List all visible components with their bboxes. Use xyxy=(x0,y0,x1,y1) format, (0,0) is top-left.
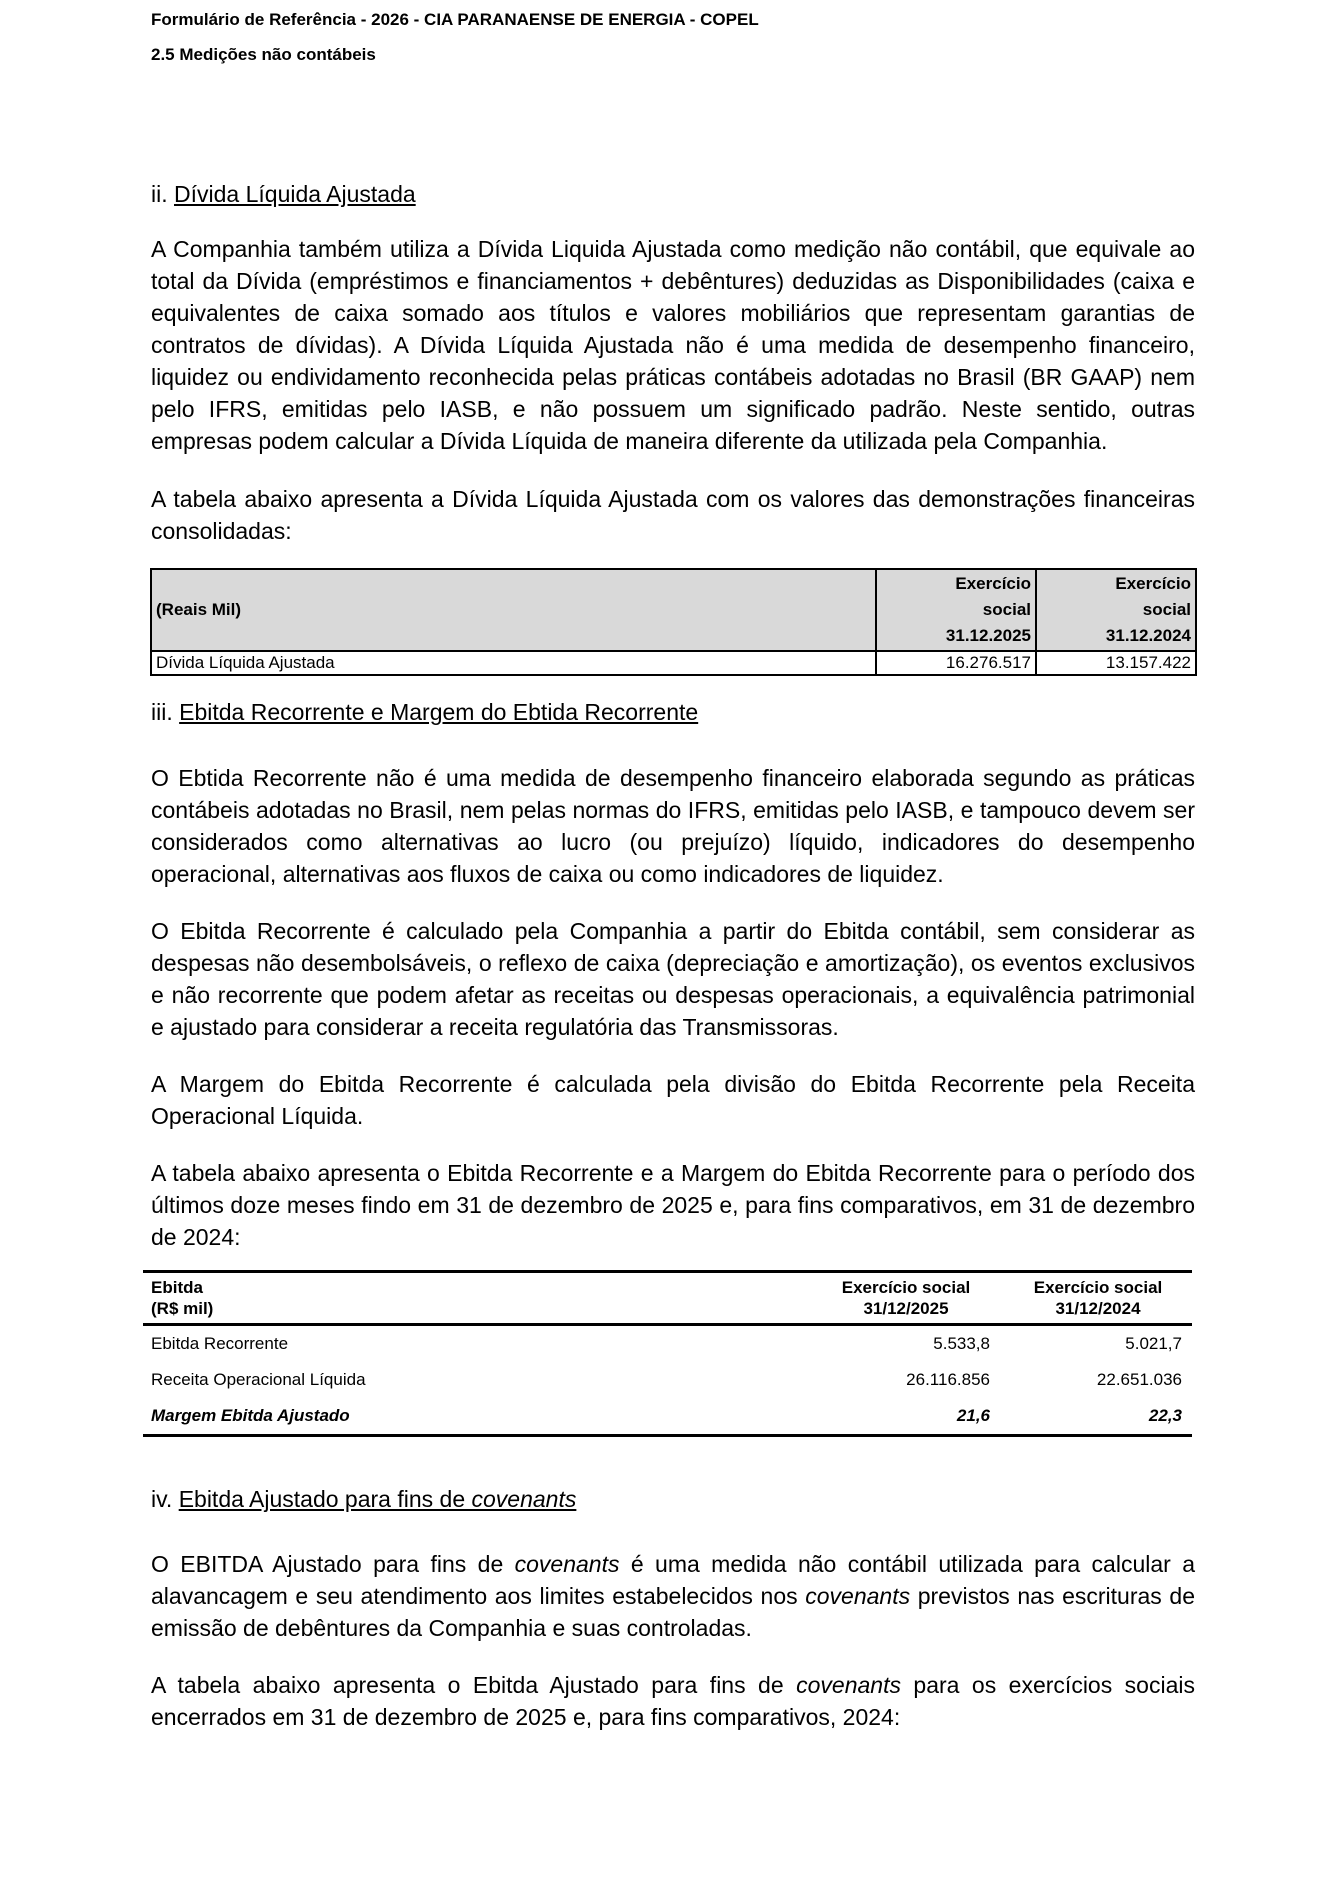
section-iv-title-text: Ebitda Ajustado para fins de xyxy=(178,1486,472,1512)
ebitda-row-label: Ebitda Recorrente xyxy=(151,1334,289,1353)
section-iii-paragraph-2: O Ebitda Recorrente é calculado pela Companhia a partir do Ebitda contábil, sem considerar as despesas não desembolsáveis, o reflexo de caixa (depreciação e amortização), os eventos exclusivos e não recorrente que podem afetar as receitas ou despesas operacionais, a equivalência patrimonial e ajustado para considerar a receita regulatória das Transmissoras. xyxy=(151,918,1195,1040)
ebitda-row-value-2025: 26.116.856 xyxy=(906,1370,990,1389)
section-ii-heading xyxy=(151,178,416,210)
section-ii-paragraph-1: A Companhia também utiliza a Dívida Liquida Ajustada como medição não contábil, que equivale ao total da Dívida (empréstimos e financiamentos + debêntures) deduzidas as Disponibilidades (caixa e equivalentes de caixa somado aos títulos e valores mobiliários que representam garantias de contratos de dívidas). A Dívida Líquida Ajustada não é uma medida de desempenho financeiro, liquidez ou endividamento reconhecida pelas práticas contábeis adotadas no Brasil (BR GAAP) nem pelo IFRS, emitidas pelo IASB, e não possuem um significado padrão. Neste sentido, outras empresas podem calcular a Dívida Líquida de maneira diferente da utilizada pela Companhia. xyxy=(151,236,1195,454)
ebitda-table-header xyxy=(143,1272,1192,1325)
net-debt-row-label: Dívida Líquida Ajustada xyxy=(151,651,876,675)
ebitda-col-2024-line2: 31/12/2024 xyxy=(1055,1299,1141,1318)
ebitda-row-value-2025: 5.533,8 xyxy=(933,1334,990,1353)
section-iii-number: iii. xyxy=(151,699,173,725)
section-iii-paragraph-1: O Ebtida Recorrente não é uma medida de desempenho financeiro elaborada segundo as práticas contábeis adotadas no Brasil, nem pelas normas do IFRS, emitidas pelo IASB, e tampouco devem ser considerados como alternativas ao lucro (ou prejuízo) líquido, indicadores do desempenho operacional, alternativas aos fluxos de caixa ou como indicadores de liquidez. xyxy=(151,765,1195,887)
net-debt-col-2024-line3: 31.12.2024 xyxy=(1105,626,1191,645)
section-iv-title xyxy=(179,1486,577,1512)
section-iii-paragraph-3: A Margem do Ebitda Recorrente é calculada pela divisão do Ebitda Recorrente pela Receita Operacional Líquida. xyxy=(151,1071,1195,1129)
p1-part-e: previstos nas escrituras de emissão de debêntures da Companhia e suas controladas. xyxy=(151,1583,1195,1641)
net-debt-table xyxy=(150,568,1197,676)
p1-part-c: é uma medida não contábil utilizada para calcular a alavancagem e seu atendimento aos limites estabelecidos nos xyxy=(151,1551,1195,1609)
section-iv-heading xyxy=(151,1483,576,1515)
p2-part-b: covenants xyxy=(796,1672,901,1698)
section-ii-title: Dívida Líquida Ajustada xyxy=(174,181,416,207)
net-debt-col-2024-line2: social xyxy=(1142,600,1191,619)
ebitda-row-label: Margem Ebitda Ajustado xyxy=(143,1398,808,1436)
p2-part-c: para os exercícios sociais encerrados em 31 de dezembro de 2025 e, para fins comparativos, 2024: xyxy=(151,1672,1195,1730)
document-header-title: Formulário de Referência - 2026 - CIA PARANAENSE DE ENERGIA - COPEL xyxy=(151,10,759,29)
table-row xyxy=(143,1362,1192,1398)
net-debt-col-2025-line1: Exercício xyxy=(955,574,1031,593)
section-ii-number: ii. xyxy=(151,181,168,207)
document-section-subtitle: 2.5 Medições não contábeis xyxy=(151,45,376,64)
ebitda-head-label xyxy=(143,1272,808,1325)
table-row xyxy=(143,1398,1192,1436)
ebitda-row-label: Receita Operacional Líquida xyxy=(151,1370,366,1389)
section-iii-title: Ebitda Recorrente e Margem do Ebtida Recorrente xyxy=(179,699,699,725)
ebitda-col-2024 xyxy=(1000,1272,1192,1325)
ebitda-head-label-line1: Ebitda xyxy=(151,1278,203,1297)
net-debt-col-2025 xyxy=(876,569,1036,651)
ebitda-row-value-2024: 22,3 xyxy=(1000,1398,1192,1436)
ebitda-table xyxy=(143,1270,1192,1437)
ebitda-head-label-line2: (R$ mil) xyxy=(151,1299,214,1318)
net-debt-value-2024: 13.157.422 xyxy=(1036,651,1196,675)
net-debt-table-header xyxy=(151,569,1196,651)
p1-part-a: O EBITDA Ajustado para fins de xyxy=(151,1551,515,1577)
section-iii-paragraph-4: A tabela abaixo apresenta o Ebitda Recorrente e a Margem do Ebitda Recorrente para o período dos últimos doze meses findo em 31 de dezembro de 2025 e, para fins comparativos, em 31 de dezembro de 2024: xyxy=(151,1160,1195,1250)
section-iv-paragraph-1 xyxy=(151,1548,1195,1644)
net-debt-col-2025-line3: 31.12.2025 xyxy=(945,626,1031,645)
section-iv-title-italic: covenants xyxy=(471,1486,577,1512)
net-debt-value-2025: 16.276.517 xyxy=(876,651,1036,675)
ebitda-col-2025-line2: 31/12/2025 xyxy=(863,1299,949,1318)
ebitda-row-value-2024: 22.651.036 xyxy=(1096,1370,1182,1389)
table-row xyxy=(143,1325,1192,1363)
ebitda-col-2024-line1: Exercício social xyxy=(1033,1278,1163,1297)
net-debt-col-2024 xyxy=(1036,569,1196,651)
net-debt-unit-label: (Reais Mil) xyxy=(151,569,876,651)
section-ii-paragraph-2: A tabela abaixo apresenta a Dívida Líquida Ajustada com os valores das demonstrações financeiras consolidadas: xyxy=(151,486,1195,544)
table-row xyxy=(151,651,1196,675)
p1-part-b: covenants xyxy=(514,1551,620,1577)
ebitda-row-value-2024: 5.021,7 xyxy=(1125,1334,1182,1353)
ebitda-row-value-2025: 21,6 xyxy=(808,1398,1000,1436)
section-iv-paragraph-2 xyxy=(151,1669,1195,1733)
net-debt-col-2024-line1: Exercício xyxy=(1115,574,1191,593)
p1-part-d: covenants xyxy=(805,1583,911,1609)
section-iii-heading xyxy=(151,696,698,728)
net-debt-col-2025-line2: social xyxy=(982,600,1031,619)
ebitda-col-2025 xyxy=(808,1272,1000,1325)
section-iv-number: iv. xyxy=(151,1486,173,1512)
ebitda-col-2025-line1: Exercício social xyxy=(841,1278,971,1297)
p2-part-a: A tabela abaixo apresenta o Ebitda Ajustado para fins de xyxy=(151,1672,797,1698)
